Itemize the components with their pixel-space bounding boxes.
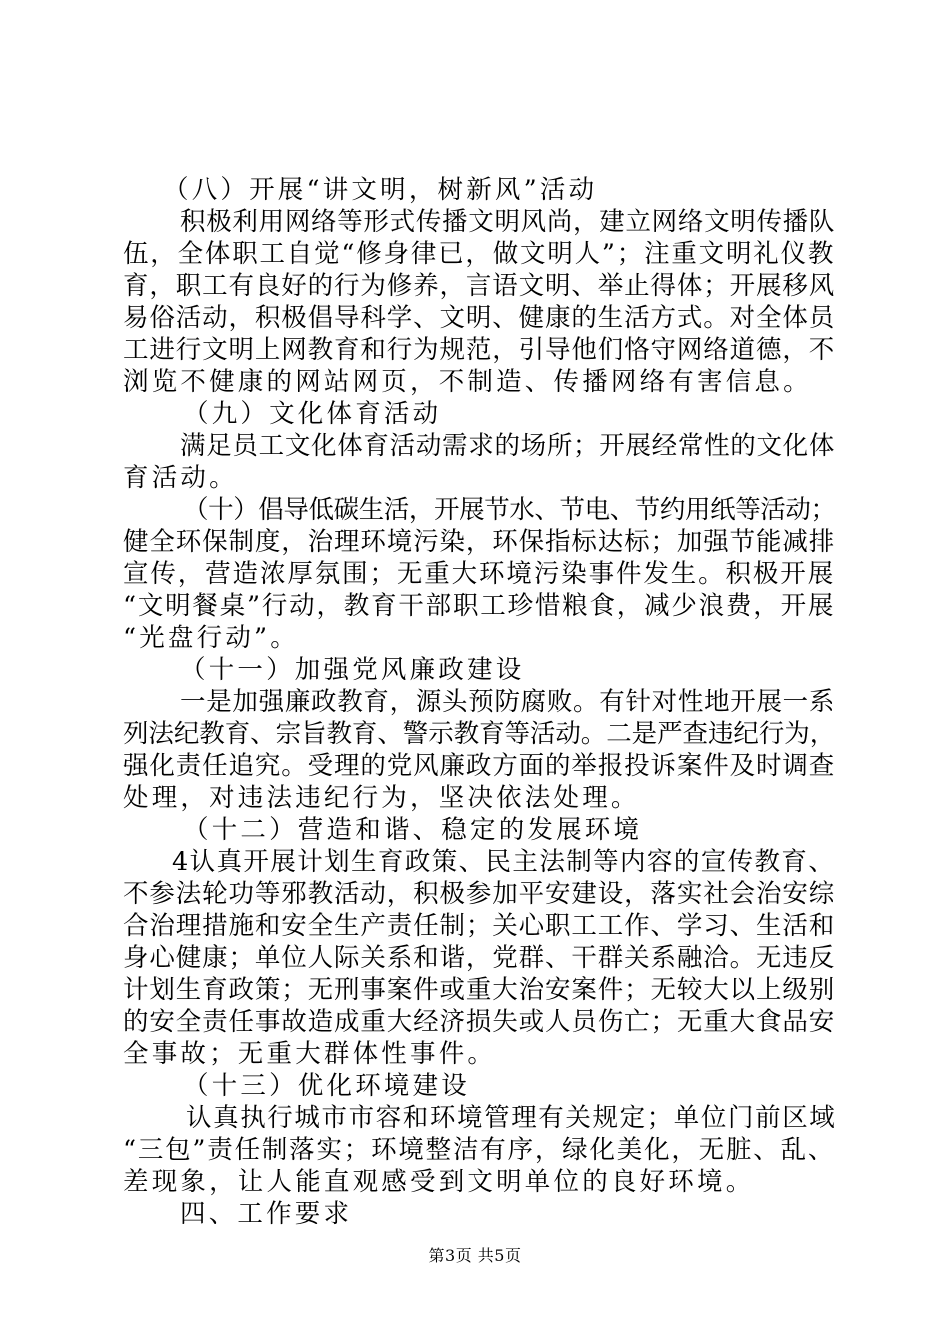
- heading-section-8: （八）开展“讲文明，树新风”活动: [163, 175, 598, 205]
- heading-section-10: （十）倡导低碳生活，开展节水、节电、节约用纸等活动；: [183, 495, 836, 525]
- paragraph-line: 处理，对违法违纪行为，坚决依法处理。: [123, 783, 640, 813]
- paragraph-line: 的安全责任事故造成重大经济损失或人员伤亡；无重大食品安: [123, 1007, 835, 1037]
- paragraph-line: 全事故；无重大群体性事件。: [123, 1039, 497, 1069]
- paragraph-line: 健全环保制度，治理环境污染，环保指标达标；加强节能减排: [123, 527, 835, 557]
- paragraph-line: 一是加强廉政教育，源头预防腐败。有针对性地开展一系: [180, 687, 835, 717]
- heading-section-13: （十三）优化环境建设: [183, 1071, 471, 1101]
- paragraph-line: 合治理措施和安全生产责任制；关心职工工作、学习、生活和: [123, 911, 835, 941]
- paragraph-line: 4认真开展计划生育政策、民主法制等内容的宣传教育、: [172, 847, 836, 877]
- paragraph-line: 易俗活动，积极倡导科学、文明、健康的生活方式。对全体员: [123, 303, 835, 333]
- paragraph-line: 不参法轮功等邪教活动，积极参加平安建设，落实社会治安综: [123, 879, 835, 909]
- paragraph-line: 育，职工有良好的行为修养，言语文明、举止得体；开展移风: [123, 271, 835, 301]
- paragraph-line: 工进行文明上网教育和行为规范，引导他们恪守网络道德，不: [123, 335, 835, 365]
- heading-section-11: （十一）加强党风廉政建设: [180, 655, 525, 685]
- paragraph-line: 强化责任追究。受理的党风廉政方面的举报投诉案件及时调查: [123, 751, 835, 781]
- paragraph-line: 差现象，让人能直观感受到文明单位的良好环境。: [123, 1167, 755, 1197]
- paragraph-line: 计划生育政策；无刑事案件或重大治安案件；无较大以上级别: [123, 975, 835, 1005]
- paragraph-line: “文明餐桌”行动，教育干部职工珍惜粮食，减少浪费，开展: [123, 591, 836, 621]
- paragraph-line: 育活动。: [123, 463, 238, 493]
- paragraph-line: 满足员工文化体育活动需求的场所；开展经常性的文化体: [180, 431, 835, 461]
- paragraph-line: “三包”责任制落实；环境整洁有序，绿化美化，无脏、乱、: [123, 1135, 836, 1165]
- paragraph-line: 列法纪教育、宗旨教育、警示教育等活动。二是严查违纪行为，: [123, 719, 835, 749]
- paragraph-line: 积极利用网络等形式传播文明风尚，建立网络文明传播队: [180, 207, 835, 237]
- heading-section-9: （九）文化体育活动: [183, 399, 442, 429]
- paragraph-line: 伍，全体职工自觉“修身律已，做文明人”；注重文明礼仪教: [123, 239, 836, 269]
- paragraph-line: 认真执行城市市容和环境管理有关规定；单位门前区域: [186, 1103, 837, 1133]
- heading-section-4: 四、工作要求: [180, 1199, 353, 1229]
- paragraph-line: 身心健康；单位人际关系和谐，党群、干群关系融洽。无违反: [123, 943, 835, 973]
- paragraph-line: “光盘行动”。: [123, 623, 299, 653]
- paragraph-line: 浏览不健康的网站网页，不制造、传播网络有害信息。: [123, 367, 812, 397]
- paragraph-line: 宣传，营造浓厚氛围；无重大环境污染事件发生。积极开展: [123, 559, 835, 589]
- page-footer: 第3页 共5页: [428, 1246, 522, 1265]
- heading-section-12: （十二）营造和谐、稳定的发展环境: [183, 815, 643, 845]
